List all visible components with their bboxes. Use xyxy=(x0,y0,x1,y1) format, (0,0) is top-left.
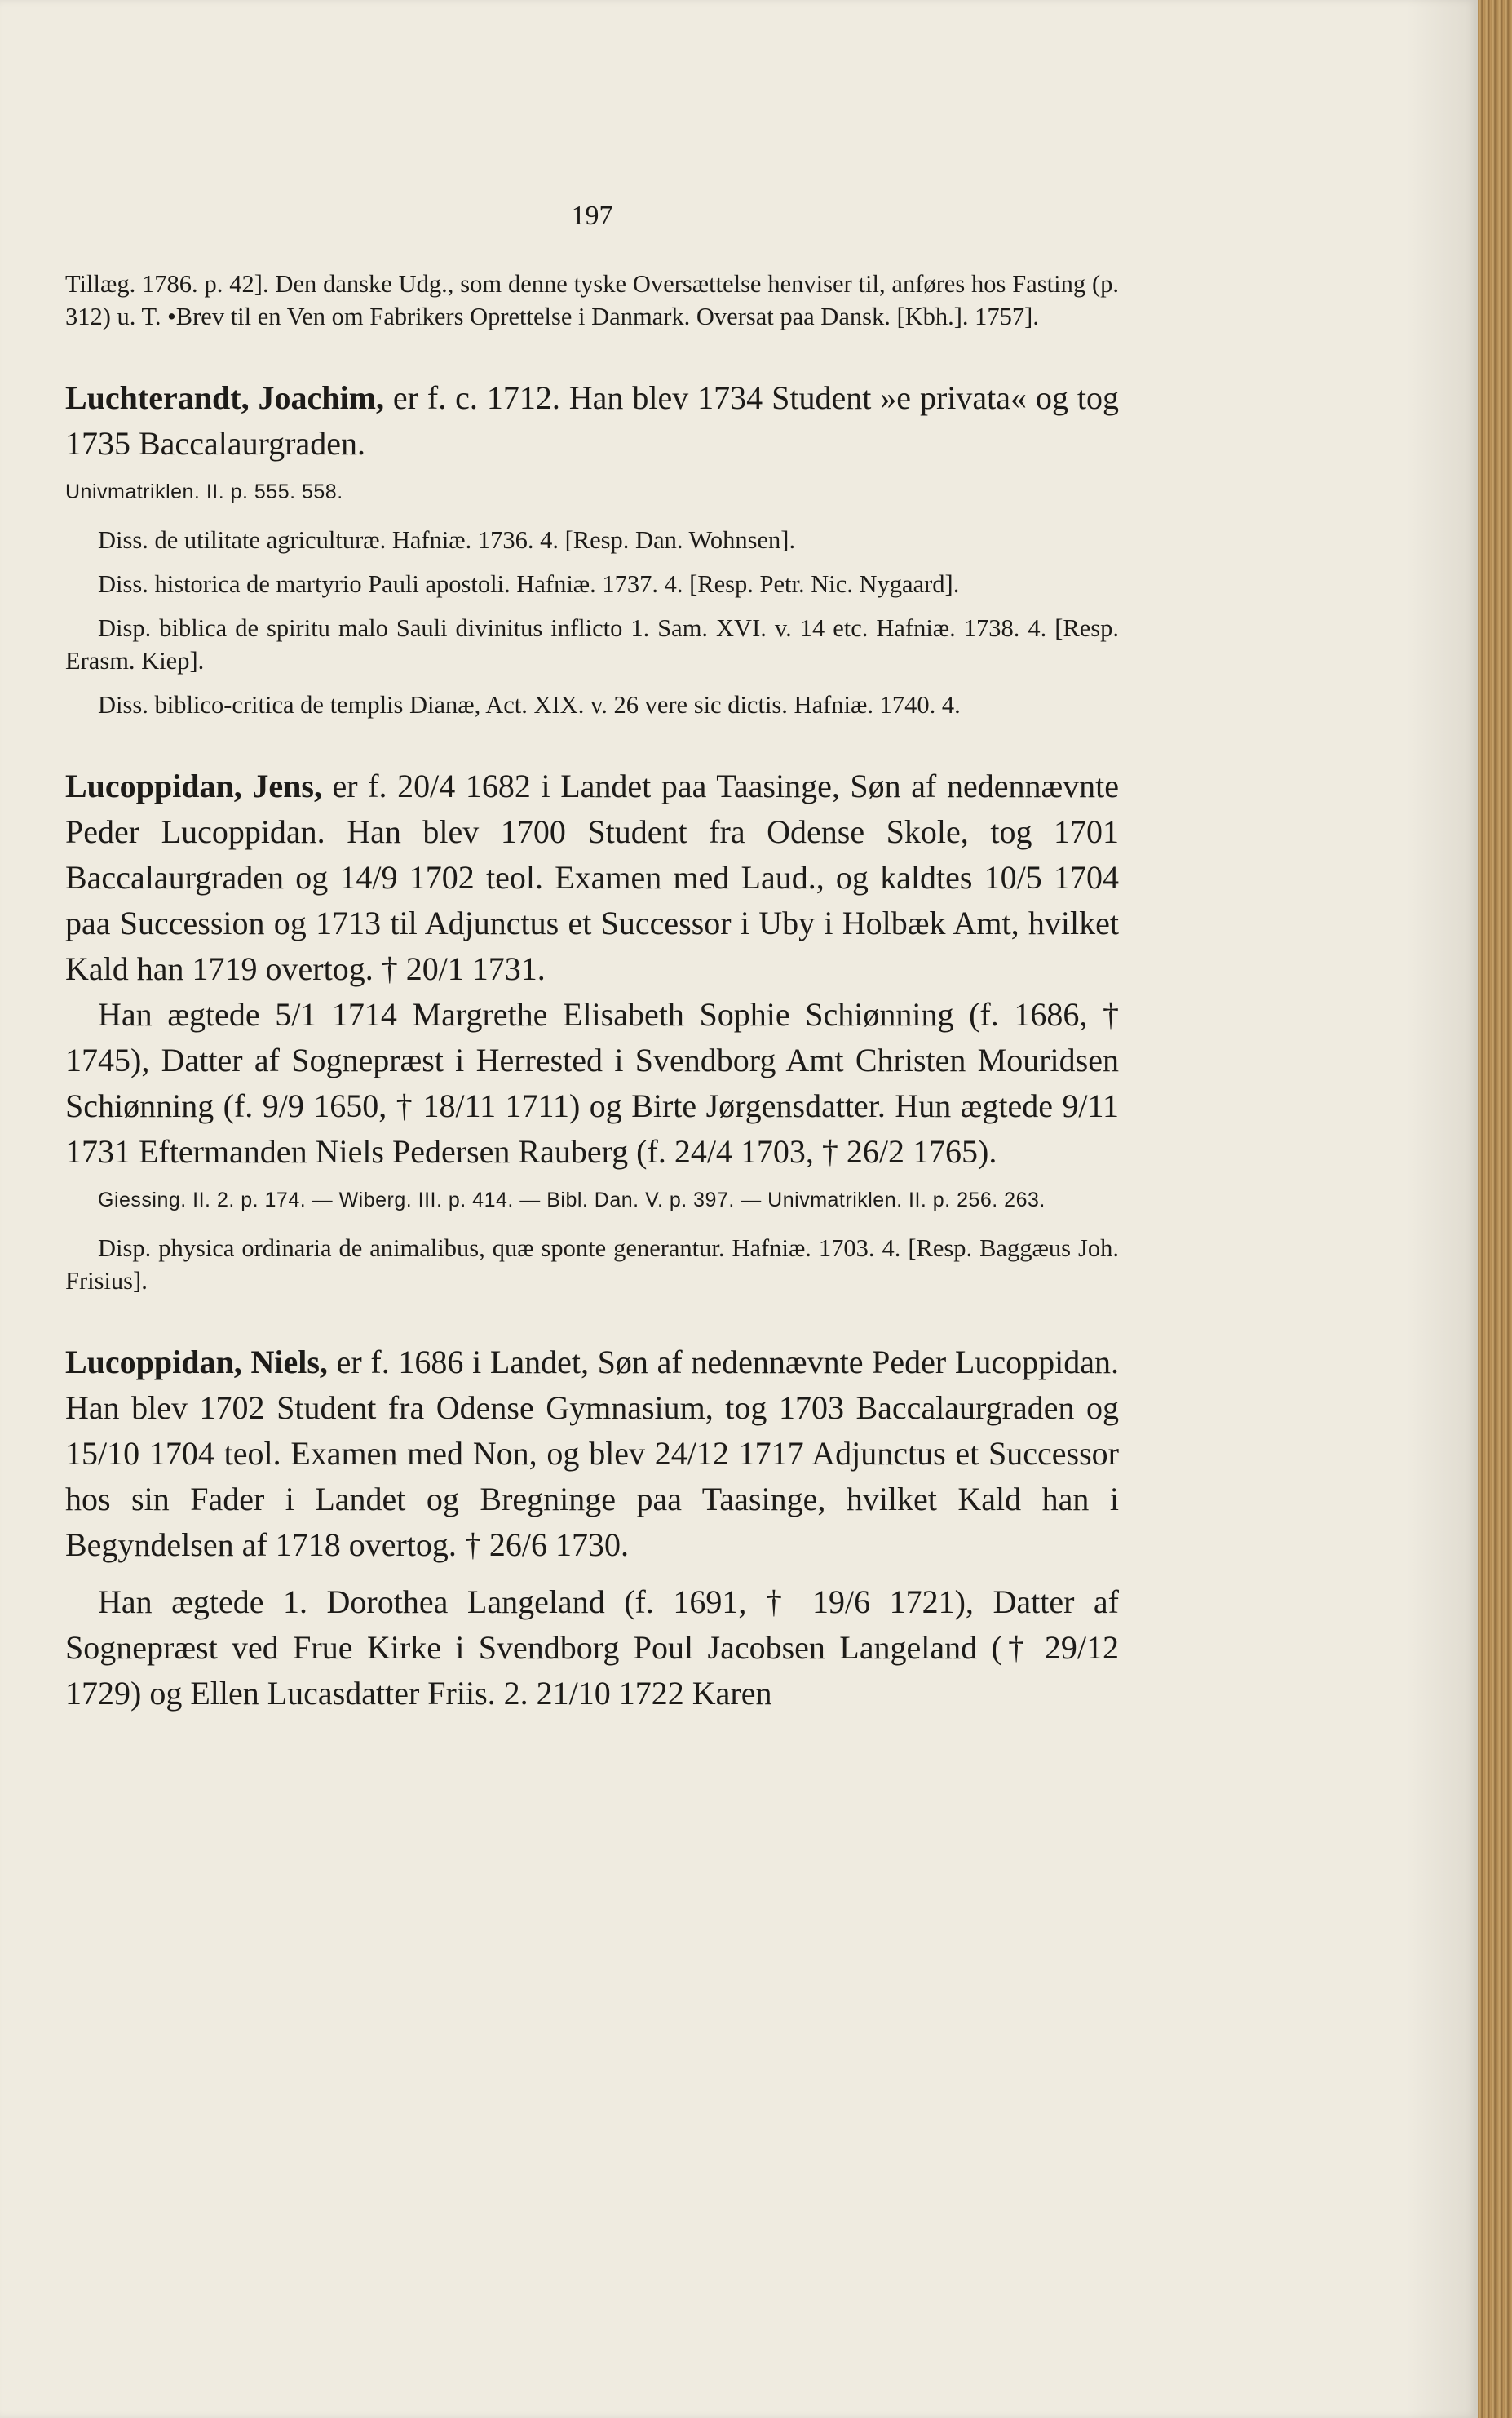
paragraph-text: er f. c. 1712. Han blev 1734 Student »e privata« og tog 1735 Baccalaurgraden. xyxy=(65,379,1119,462)
paragraph-text: Han ægtede 1. Dorothea Langeland (f. 1691, † 19/6 1721), Datter af Sognepræst ved Frue Kirke i Svendborg Poul Jacobsen Langeland († 29/12 1729) og Ellen Lucasdatter Friis. 2. 21/10 1722 Karen xyxy=(65,1583,1119,1712)
paragraph xyxy=(65,1232,1119,1297)
paragraph-text: Diss. historica de martyrio Pauli apostoli. Hafniæ. 1737. 4. [Resp. Petr. Nic. Nygaard]. xyxy=(98,570,960,598)
entry-headword: Lucoppidan, Niels, xyxy=(65,1344,328,1380)
paragraph-text: Han ægtede 5/1 1714 Margrethe Elisabeth Sophie Schiønning (f. 1686, † 1745), Datter af Sognepræst i Herrested i Svendborg Amt Christen Mouridsen Schiønning (f. 9/9 1650, † 18/11 1711) og Birte Jørgensdatter. Hun ægtede 9/11 1731 Eftermanden Niels Pedersen Rauberg (f. 24/4 1703, † 26/2 1765). xyxy=(65,996,1119,1170)
book-edge xyxy=(1478,0,1512,2418)
paragraph-text: Univmatriklen. II. p. 555. 558. xyxy=(65,480,343,503)
paragraph xyxy=(65,268,1119,333)
paragraph xyxy=(65,1340,1119,1568)
paragraph-text: Tillæg. 1786. p. 42]. Den danske Udg., som denne tyske Oversættelse henviser til, anføres hos Fasting (p. 312) u. T. •Brev til en Ven om Fabrikers Oprettelse i Danmark. Oversat paa Dansk. [Kbh.]. 1757]. xyxy=(65,270,1119,330)
paragraph xyxy=(65,524,1119,556)
paragraph-text: Disp. biblica de spiritu malo Sauli divinitus inflicto 1. Sam. XVI. v. 14 etc. Hafniæ. 1738. 4. [Resp. Erasm. Kiep]. xyxy=(65,614,1119,675)
paragraph xyxy=(65,689,1119,721)
entry-headword: Lucoppidan, Jens, xyxy=(65,768,322,804)
page-number: 197 xyxy=(571,201,613,231)
paragraph xyxy=(65,375,1119,467)
paragraph xyxy=(65,568,1119,600)
entry-headword: Luchterandt, Joachim, xyxy=(65,379,384,416)
paragraph xyxy=(65,612,1119,677)
paragraph-text: er f. 20/4 1682 i Landet paa Taasinge, Søn af nedennævnte Peder Lucoppidan. Han blev 1700 Student fra Odense Skole, tog 1701 Baccalaurgraden og 14/9 1702 teol. Examen med Laud., og kaldtes 10/5 1704 paa Succession og 1713 til Adjunctus et Successor i Uby i Holbæk Amt, hvilket Kald han 1719 overtog. † 20/1 1731. xyxy=(65,768,1120,987)
paragraph-text: Diss. de utilitate agriculturæ. Hafniæ. 1736. 4. [Resp. Dan. Wohnsen]. xyxy=(98,526,796,554)
paragraph xyxy=(65,764,1119,992)
paragraph xyxy=(65,1186,1119,1214)
paragraph-text: Diss. biblico-critica de templis Dianæ, Act. XIX. v. 26 vere sic dictis. Hafniæ. 1740. 4. xyxy=(98,691,961,719)
paragraph xyxy=(65,992,1119,1175)
page-gutter-shadow xyxy=(1407,0,1478,2418)
paragraph-text: Giessing. II. 2. p. 174. — Wiberg. III. p. 414. — Bibl. Dan. V. p. 397. — Univmatriklen. II. p. 256. 263. xyxy=(98,1189,1046,1211)
paragraph xyxy=(65,478,1119,506)
paragraph-text: er f. 1686 i Landet, Søn af nedennævnte Peder Lucoppidan. Han blev 1702 Student fra Odense Gymnasium, tog 1703 Baccalaurgraden og 15/10 1704 teol. Examen med Non, og blev 24/12 1717 Adjunctus et Successor hos sin Fader i Landet og Bregninge paa Taasinge, hvilket Kald han i Begyndelsen af 1718 overtog. † 26/6 1730. xyxy=(65,1344,1119,1563)
paragraph-text: Disp. physica ordinaria de animalibus, quæ sponte generantur. Hafniæ. 1703. 4. [Resp. Baggæus Joh. Frisius]. xyxy=(65,1234,1119,1295)
paragraph xyxy=(65,1579,1119,1716)
page-text xyxy=(65,268,1119,1716)
